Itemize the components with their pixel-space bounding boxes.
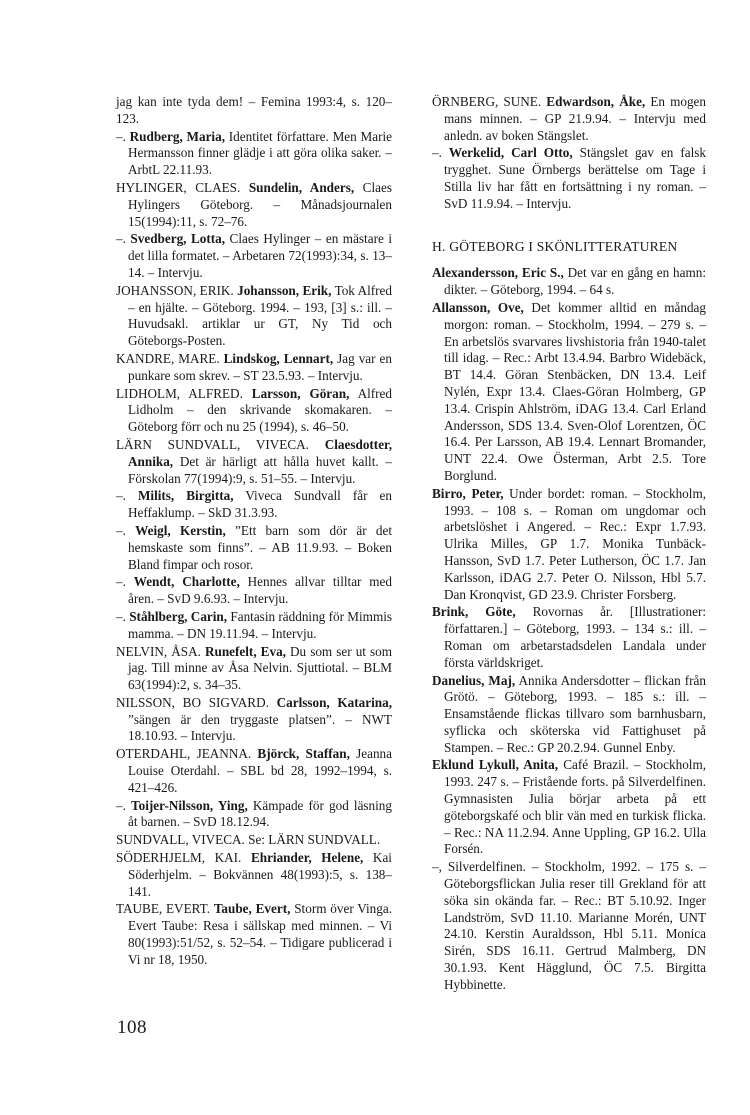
bibliography-entry: HYLINGER, CLAES. Sundelin, Anders, Claes Hylingers Göteborg. – Månadsjournalen 15(1994):11, s. 72–76. — [116, 179, 392, 229]
bibliography-entry: –, Silverdelfinen. – Stockholm, 1992. – 175 s. – Göteborgsflickan Julia reser till Grekland för att söka sin okända far. – Rec.: BT 5.10.92. Inger Landström, SvD 11.10. Marianne Morén, UNT 24.10. Kerstin Auraldsson, Hbl 5.11. Monica Sirén, SDS 16.11. Gertrud Malmberg, DN 30.1.93. Kent Hägglund, ÖC 7.5. Birgitta Hybbinette. — [432, 859, 706, 992]
bibliography-entry: –. Toijer-Nilsson, Ying, Kämpade för god läsning åt barnen. – SvD 18.12.94. — [116, 797, 392, 830]
bibliography-entry: –. Rudberg, Maria, Identitet författare. Men Marie Hermansson finner glädje i att göra olika saker. – ArbtL 22.11.93. — [116, 128, 392, 178]
left-column — [116, 94, 392, 970]
bibliography-entry: jag kan inte tyda dem! – Femina 1993:4, s. 120–123. — [116, 94, 392, 126]
bibliography-entry: LIDHOLM, ALFRED. Larsson, Göran, Alfred Lidholm – den skrivande skomakaren. – Göteborg förr och nu 25 (1994), s. 46–50. — [116, 385, 392, 435]
page-number: 108 — [117, 1017, 147, 1038]
bibliography-entry: OTERDAHL, JEANNA. Björck, Staffan, Jeanna Louise Oterdahl. – SBL bd 28, 1992–1994, s. 421–426. — [116, 746, 392, 795]
bibliography-entry: Allansson, Ove, Det kommer alltid en måndag morgon: roman. – Stockholm, 1994. – 279 s. – En arbetslös svarvares livshistoria från 1940-talet till idag. – Rec.: Arbt 13.4.94. Barbro Widebäck, BT 14.4. Göran Stenbäcken, DN 13.4. Leif Nylén, Expr 13.4. Claes-Göran Holmberg, GP 13.4. Crispin Ahlström, iDAG 13.4. Carl Erland Andersson, SDS 13.4. Sven-Olof Lorentzen, ÖC 16.4. Per Larsson, AB 19.4. Lennart Bromander, UNT 22.4. Owe Österman, Arbt 2.5. Tore Borglund. — [432, 299, 706, 483]
bibliography-entry: –. Svedberg, Lotta, Claes Hylinger – en mästare i det lilla formatet. – Arbetaren 72(1993):34, s. 13–14. – Intervju. — [116, 231, 392, 280]
bibliography-entry: Eklund Lykull, Anita, Café Brazil. – Stockholm, 1993. 247 s. – Fristående forts. på Silverdelfinen. Gymnasisten Julia börjar arbeta på ett göteborgskafé och blir vän med en turkisk flicka. – Rec.: NA 11.2.94. Anne Uppling, GP 16.2. Ulla Forsén. — [432, 757, 707, 857]
bibliography-entry: SÖDERHJELM, KAI. Ehriander, Helene, Kai Söderhjelm. – Bokvännen 48(1993):5, s. 138–141. — [116, 850, 392, 899]
bibliography-entry: TAUBE, EVERT. Taube, Evert, Storm över Vinga. Evert Taube: Resa i sällskap med minnen. – Vi 80(1993):51/52, s. 52–54. – Tidigare publicerad i Vi nr 18, 1950. — [116, 901, 393, 967]
bibliography-entry: Birro, Peter, Under bordet: roman. – Stockholm, 1993. – 108 s. – Roman om ungdomar och arbetslöshet i Angered. – Rec.: Expr 1.7.93. Ulrika Milles, GP 1.7. Monika Tunbäck-Hansson, SvD 1.7. Peter Lutherson, ÖC 1.7. Jan Karlsson, iDAG 2.7. Peter O. Nilsson, Hbl 5.7. Dan Kronqvist, GD 23.9. Christer Forsberg. — [432, 485, 706, 602]
bibliography-entry: –. Ståhlberg, Carin, Fantasin räddning för Mimmis mamma. – DN 19.11.94. – Intervju. — [116, 608, 392, 641]
bibliography-entry: NELVIN, ÅSA. Runefelt, Eva, Du som ser ut som jag. Till minne av Åsa Nelvin. Sjuttiotal. – BLM 63(1994):2, s. 34–35. — [116, 643, 392, 693]
bibliography-entry: Brink, Göte, Rovornas år. [Illustrationer: författaren.] – Göteborg, 1993. – 134 s.: ill. – Roman om arbetarstadsdelen Landala under första världskriget. — [432, 604, 707, 670]
bibliography-entry: –. Weigl, Kerstin, ”Ett barn som dör är det hemskaste som finns”. – AB 11.9.93. – Boken Bland fimpar och rosor. — [116, 522, 392, 572]
bibliography-entry: –. Werkelid, Carl Otto, Stängslet gav en falsk trygghet. Sune Örnbergs berättelse om Tage i Stilla liv har fått en fortsättning i ny roman. – SvD 11.9.94. – Intervju. — [432, 145, 706, 211]
bibliography-entry: LÄRN SUNDVALL, VIVECA. Claesdotter, Annika, Det är härligt att hålla huvet kallt. – Förskolan 77(1994):9, s. 51–55. – Intervju. — [116, 436, 392, 486]
bibliography-entry: NILSSON, BO SIGVARD. Carlsson, Katarina, ”sängen är den tryggaste platsen”. – NWT 18.10.93. – Intervju. — [116, 694, 393, 744]
bibliography-entry: SUNDVALL, VIVECA. Se: LÄRN SUNDVALL. — [116, 832, 381, 848]
bibliography-entry: Danelius, Maj, Annika Andersdotter – flickan från Grötö. – Göteborg, 1993. – 185 s.: ill. – Ensamstående flickas tillvaro som barnhusbarn, syflicka och sköterska vid Fattighuset på Stampen. – Rec.: GP 20.2.94. Gunnel Enby. — [432, 672, 707, 755]
bibliography-entry: Alexandersson, Eric S., Det var en gång en hamn: dikter. – Göteborg, 1994. – 64 s. — [432, 265, 706, 298]
bibliography-entry: JOHANSSON, ERIK. Johansson, Erik, Tok Alfred – en hjälte. – Göteborg. 1994. – 193, [3] s.: ill. – Huvudsakl. artiklar ur GT, Ny Tid och Göteborgs-Posten. — [116, 282, 392, 349]
section-heading: H. GÖTEBORG I SKÖNLITTERATUREN — [432, 238, 678, 254]
bibliography-entry: KANDRE, MARE. Lindskog, Lennart, Jag var en punkare som skrev. – ST 23.5.93. – Intervju. — [116, 350, 392, 383]
bibliography-entry: –. Milits, Birgitta, Viveca Sundvall får en Heffaklump. – SkD 31.3.93. — [116, 488, 392, 521]
right-column — [432, 94, 706, 995]
bibliography-entry: ÖRNBERG, SUNE. Edwardson, Åke, En mogen mans minnen. – GP 21.9.94. – Intervju med anledn. av boken Stängslet. — [432, 94, 706, 143]
bibliography-entry: –. Wendt, Charlotte, Hennes allvar tilltar med åren. – SvD 9.6.93. – Intervju. — [116, 574, 392, 607]
